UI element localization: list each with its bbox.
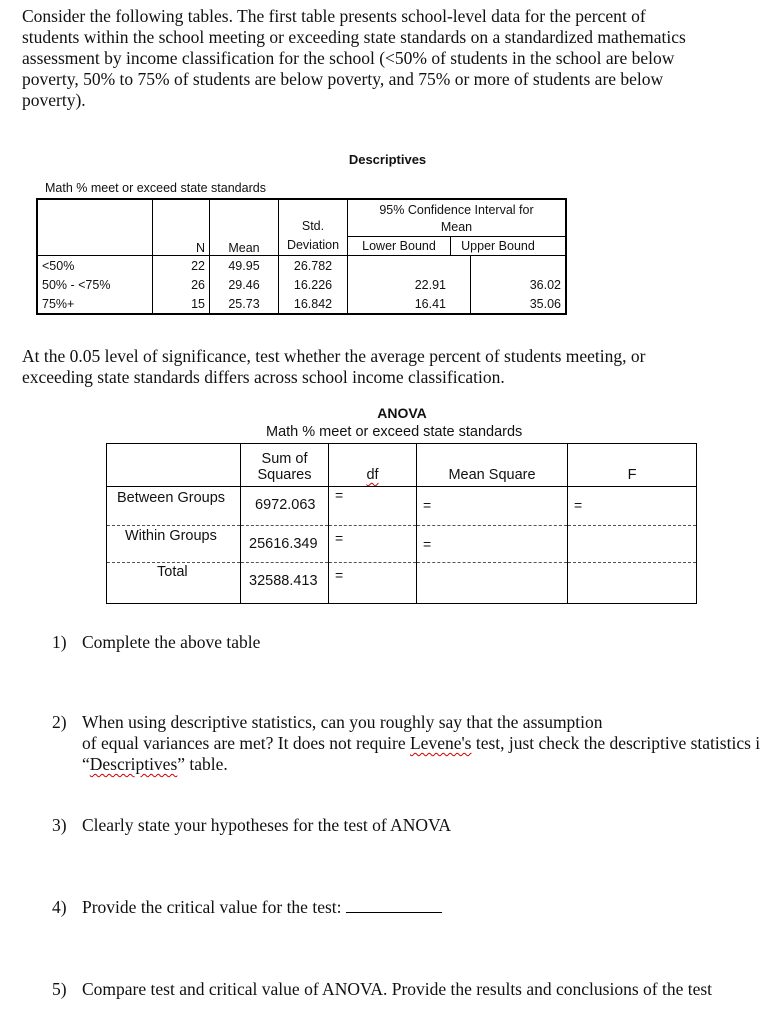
cell-sd: 26.782 <box>279 256 348 276</box>
anova-table <box>106 443 697 604</box>
cell-f[interactable]: = <box>574 497 583 513</box>
cell-ms[interactable]: = <box>423 497 432 513</box>
cell-mean: 25.73 <box>210 294 279 314</box>
row-label: Within Groups <box>125 528 217 544</box>
question-2-line1: When using descriptive statistics, can you roughly say that the assumption <box>82 712 603 732</box>
col-n: N <box>153 199 210 256</box>
ss-heading-line2: Squares <box>257 467 312 483</box>
col-mean: Mean <box>210 199 279 256</box>
table-row <box>37 256 566 276</box>
row-label: 75%+ <box>42 296 75 311</box>
cell-ss: 32588.413 <box>249 573 318 589</box>
intro-paragraph: Consider the following tables. The first table presents school-level data for the percent of students within the school meeting or exceeding state standards on a standardized mathematics assessment by income classification for the school (<50% of students in the school are below poverty, 50% to 75% of students are below poverty, and 75% or more of students are below poverty). <box>22 6 686 110</box>
col-upper-bound: Upper Bound <box>450 237 545 255</box>
critical-value-blank[interactable] <box>346 898 442 913</box>
ss-heading-line1: Sum of <box>261 451 308 467</box>
cell-mean: 29.46 <box>210 275 279 294</box>
descriptives-table <box>36 198 567 315</box>
col-mean-square <box>417 444 568 487</box>
table-row <box>37 275 566 294</box>
table-row <box>107 487 697 526</box>
anova-header-row <box>107 444 697 487</box>
row-label: Between Groups <box>117 490 226 506</box>
table-row <box>107 563 697 604</box>
question-text: Complete the above table <box>82 632 261 652</box>
descriptives-header-row <box>37 199 566 256</box>
ms-heading: Mean Square <box>448 467 536 483</box>
question-text: Clearly state your hypotheses for the test of ANOVA <box>82 815 452 835</box>
cell-df[interactable]: = <box>335 530 344 546</box>
levenes-word: Levene's <box>409 733 472 753</box>
cell-mean: 49.95 <box>210 256 279 276</box>
cell-lower <box>348 256 471 276</box>
anova-variable-label: Math % meet or exceed state standards <box>266 424 523 440</box>
question-text <box>82 897 775 918</box>
row-label: 50% - <75% <box>42 277 111 292</box>
col-std-line1: Std. <box>301 219 325 233</box>
cell-upper: 36.02 <box>471 275 567 294</box>
question-number: 3) <box>52 815 67 835</box>
ci-heading-line1: 95% Confidence Interval for <box>379 203 534 217</box>
cell-df[interactable]: = <box>335 567 344 583</box>
q2-text-part: of equal variances are met? It does not require <box>82 733 410 753</box>
cell-upper: 35.06 <box>471 294 567 314</box>
cell-sd: 16.842 <box>279 294 348 314</box>
descriptives-title: Descriptives <box>348 152 427 167</box>
cell-n: 26 <box>153 275 210 294</box>
question-number: 2) <box>52 712 67 732</box>
cell-ss: 6972.063 <box>255 497 316 513</box>
q2-text-part: test, just check the descriptive statistics i <box>471 733 761 753</box>
cell-sd: 16.226 <box>279 275 348 294</box>
col-std-deviation <box>279 199 348 256</box>
cell-n: 22 <box>153 256 210 276</box>
q4-text: Provide the critical value for the test: <box>82 897 346 917</box>
cell-ms[interactable]: = <box>423 536 432 552</box>
q2-text-part: ” table. <box>177 754 228 774</box>
col-std-line2: Deviation <box>286 238 340 252</box>
col-df <box>329 444 417 487</box>
table-row <box>37 294 566 314</box>
q2-text-part: “ <box>82 754 90 774</box>
cell-lower: 22.91 <box>348 275 471 294</box>
cell-ss: 25616.349 <box>249 536 318 552</box>
df-heading: df <box>366 467 379 483</box>
cell-df[interactable]: = <box>335 487 344 503</box>
question-text: Compare test and critical value of ANOVA. Provide the results and conclusions of the test <box>82 979 713 999</box>
col-sum-of-squares <box>241 444 329 487</box>
descriptives-word: Descriptives <box>89 754 178 774</box>
question-2-line2 <box>82 733 775 754</box>
descriptives-variable-label: Math % meet or exceed state standards <box>45 181 266 195</box>
question-text <box>82 712 775 775</box>
question-intro: At the 0.05 level of significance, test whether the average percent of students meeting, or exceeding state standards differs across school income classification. <box>22 346 646 387</box>
cell-upper <box>471 256 567 276</box>
table-row <box>107 526 697 563</box>
cell-lower: 16.41 <box>348 294 471 314</box>
anova-title: ANOVA <box>377 405 427 421</box>
question-number: 4) <box>52 897 67 917</box>
col-lower-bound: Lower Bound <box>362 239 436 253</box>
row-label: Total <box>157 564 188 580</box>
col-confidence-interval <box>348 199 567 256</box>
question-2-line3 <box>82 754 775 775</box>
question-number: 5) <box>52 979 67 999</box>
row-label: <50% <box>42 258 75 273</box>
f-heading: F <box>627 467 637 483</box>
col-f <box>568 444 697 487</box>
ci-heading-line2: Mean <box>440 220 473 234</box>
question-number: 1) <box>52 632 67 652</box>
cell-n: 15 <box>153 294 210 314</box>
